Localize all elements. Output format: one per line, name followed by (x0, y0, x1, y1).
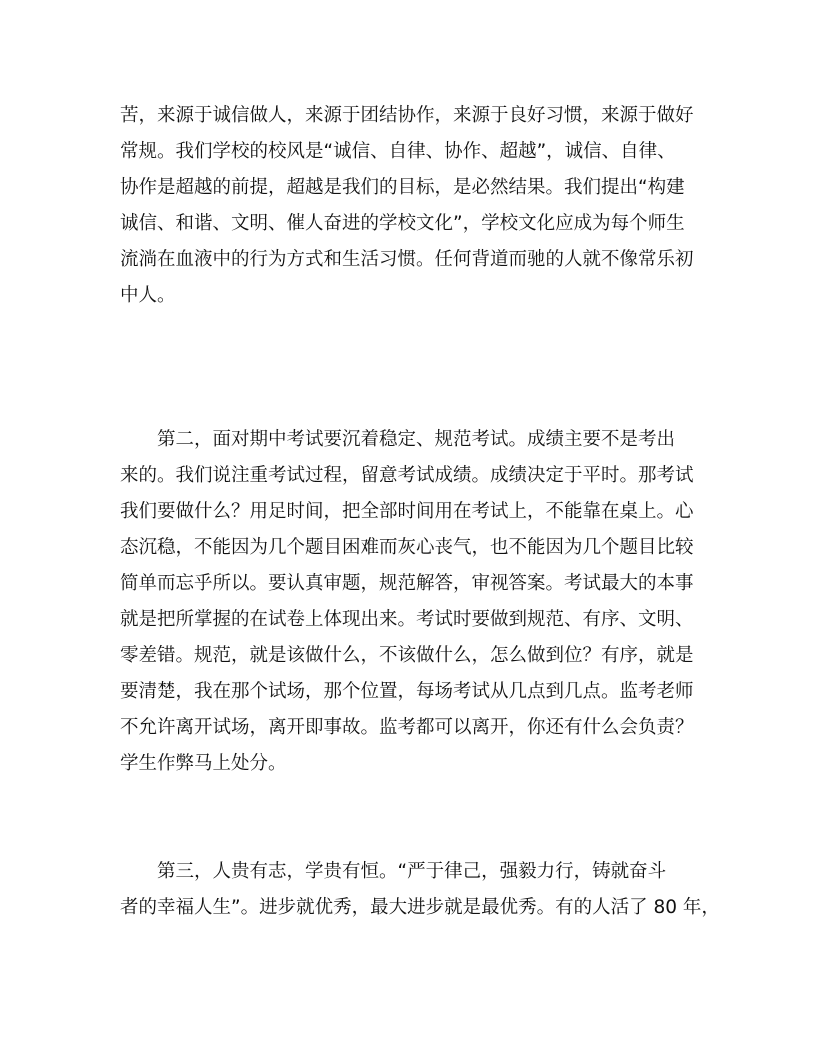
paragraph-line: 第三，人贵有志，学贵有恒。“严于律己，强毅力行，铸就奋斗 (120, 861, 667, 882)
paragraph-line: 学生作弊马上处分。 (120, 753, 287, 774)
paragraph-line: 不允许离开试场，离开即事故。监考都可以离开，你还有什么会负责？ (120, 717, 694, 738)
paragraph-line: 来的。我们说注重考试过程，留意考试成绩。成绩决定于平时。那考试 (120, 465, 694, 486)
paragraph-line: 流淌在血液中的行为方式和生活习惯。任何背道而驰的人就不像常乐初 (120, 249, 694, 270)
paragraph-line: 者的幸福人生”。进步就优秀，最大进步就是最优秀。有的人活了 80 年， (120, 897, 720, 918)
paragraph-line: 第二，面对期中考试要沉着稳定、规范考试。成绩主要不是考出 (120, 429, 676, 450)
paragraph-line: 中人。 (120, 285, 176, 306)
paragraph-line: 要清楚，我在那个试场，那个位置，每场考试从几点到几点。监考老师 (120, 681, 694, 702)
paragraph-line: 诚信、和谐、文明、催人奋进的学校文化”，学校文化应成为每个师生 (120, 213, 685, 234)
paragraph-line: 常规。我们学校的校风是“诚信、自律、协作、超越”，诚信、自律、 (120, 141, 676, 162)
paragraph-line: 苦，来源于诚信做人，来源于团结协作，来源于良好习惯，来源于做好 (120, 105, 694, 126)
paragraph-line: 态沉稳，不能因为几个题目困难而灰心丧气，也不能因为几个题目比较 (120, 537, 694, 558)
paragraph-line: 我们要做什么？用足时间，把全部时间用在考试上，不能靠在桌上。心 (120, 501, 694, 522)
paragraph-line: 零差错。规范，就是该做什么，不该做什么，怎么做到位？有序，就是 (120, 645, 694, 666)
paragraph-line: 协作是超越的前提，超越是我们的目标，是必然结果。我们提出“构建 (120, 177, 685, 198)
paragraph-line: 简单而忘乎所以。要认真审题，规范解答，审视答案。考试最大的本事 (120, 573, 694, 594)
paragraph-line: 就是把所掌握的在试卷上体现出来。考试时要做到规范、有序、文明、 (120, 609, 694, 630)
